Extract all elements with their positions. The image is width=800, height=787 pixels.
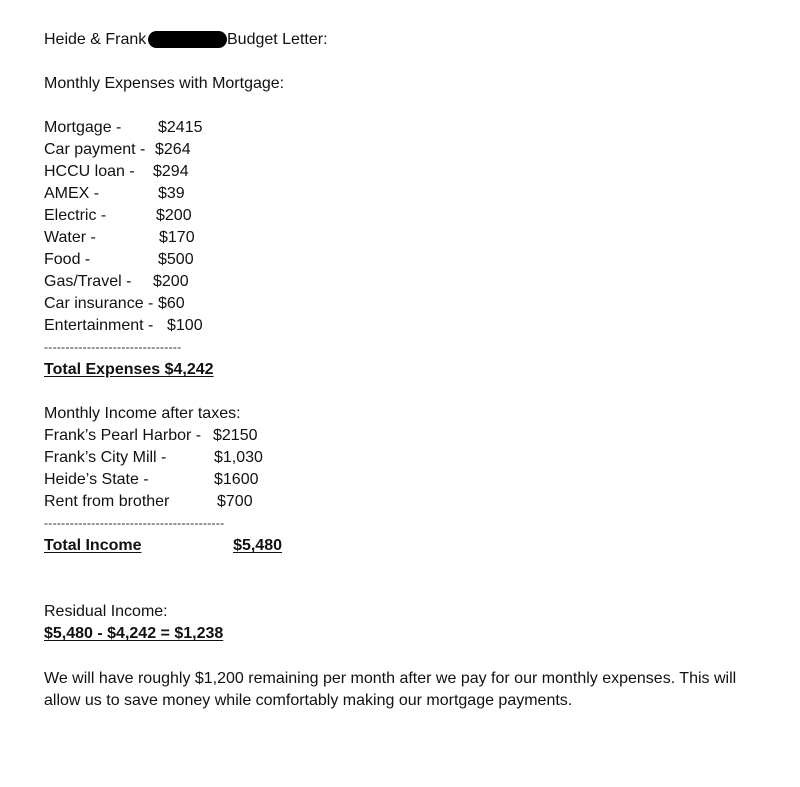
expense-label-amex: AMEX - (44, 185, 100, 202)
expenses-divider: -------------------------------- (44, 340, 182, 354)
income-amount-city-mill: $1,030 (214, 449, 263, 466)
expense-label-gas-travel: Gas/Travel - (44, 273, 132, 290)
expense-label-car-insurance: Car insurance - (44, 295, 154, 312)
expense-amount-entertainment: $100 (167, 317, 203, 334)
income-label-heide-state: Heide’s State - (44, 471, 149, 488)
expense-amount-amex: $39 (158, 185, 185, 202)
expense-label-food: Food - (44, 251, 91, 268)
income-total-value: $5,480 (233, 537, 282, 554)
expense-amount-car-insurance: $60 (158, 295, 185, 312)
expense-amount-electric: $200 (156, 207, 192, 224)
expenses-total: Total Expenses $4,242 (44, 361, 214, 378)
expenses-heading: Monthly Expenses with Mortgage: (44, 75, 285, 92)
income-label-pearl-harbor: Frank’s Pearl Harbor - (44, 427, 202, 444)
expense-amount-mortgage: $2415 (158, 119, 203, 136)
expense-amount-gas-travel: $200 (153, 273, 189, 290)
expense-amount-water: $170 (159, 229, 195, 246)
income-label-rent-brother: Rent from brother (44, 493, 170, 510)
income-amount-rent-brother: $700 (217, 493, 253, 510)
income-heading: Monthly Income after taxes: (44, 405, 241, 422)
closing-paragraph: We will have roughly $1,200 remaining per month after we pay for our monthly expenses. This will allow us to save money while comfortably making our mortgage payments. (44, 670, 737, 709)
residual-equation: $5,480 - $4,242 = $1,238 (44, 625, 224, 642)
expense-label-mortgage: Mortgage - (44, 119, 122, 136)
income-label-city-mill: Frank’s City Mill - (44, 449, 167, 466)
residual-heading: Residual Income: (44, 603, 168, 620)
expense-amount-food: $500 (158, 251, 194, 268)
letter-title-left: Heide & Frank (44, 31, 147, 48)
expense-label-electric: Electric - (44, 207, 107, 224)
letter-title-right: Budget Letter: (227, 31, 328, 48)
expense-label-entertainment: Entertainment - (44, 317, 154, 334)
income-divider: ------------------------------------------ (44, 516, 225, 530)
redaction-bar (148, 31, 227, 48)
expense-amount-hccu-loan: $294 (153, 163, 189, 180)
income-amount-heide-state: $1600 (214, 471, 259, 488)
income-total-label: Total Income (44, 537, 142, 554)
expense-amount-car-payment: $264 (155, 141, 191, 158)
expense-label-car-payment: Car payment - (44, 141, 146, 158)
expense-label-water: Water - (44, 229, 96, 246)
expense-label-hccu-loan: HCCU loan - (44, 163, 135, 180)
income-amount-pearl-harbor: $2150 (213, 427, 258, 444)
